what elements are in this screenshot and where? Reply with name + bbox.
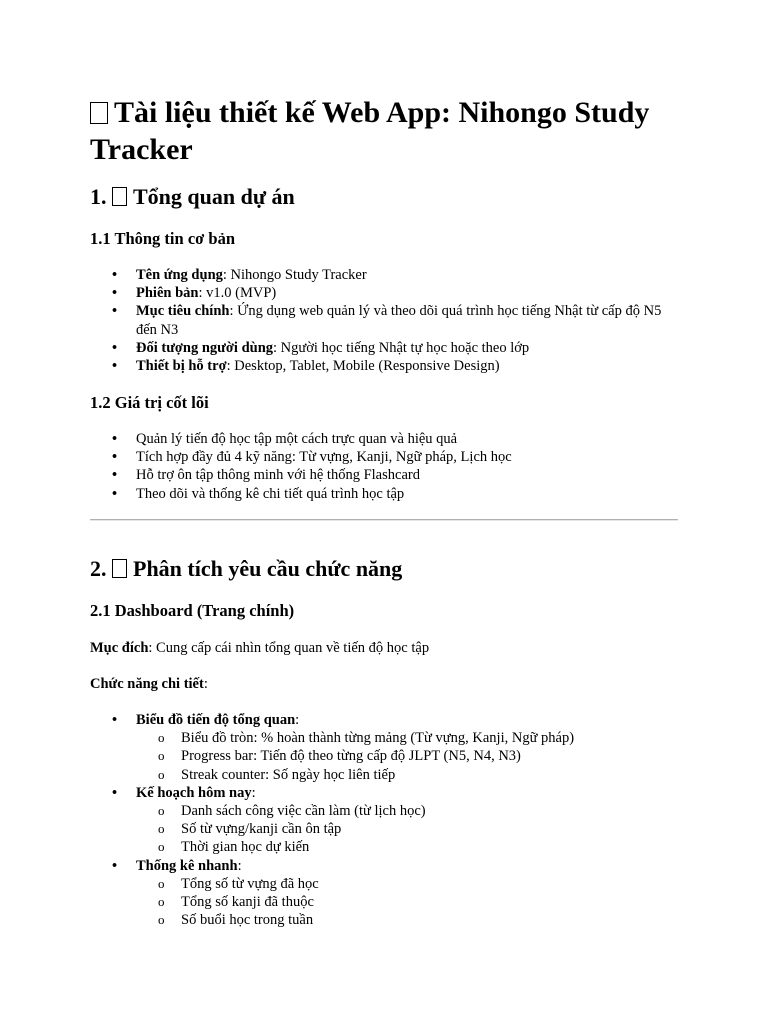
- item-value: : Nihongo Study Tracker: [222, 267, 367, 283]
- purpose-label: Mục đích: [90, 640, 149, 656]
- bullet: •: [112, 339, 118, 356]
- sub-item-text: Streak counter: Số ngày học liên tiếp: [181, 766, 396, 783]
- section-1-heading: [90, 183, 295, 211]
- bullet: •: [112, 449, 118, 466]
- sub-item-text: Danh sách công việc cần làm (từ lịch học): [181, 803, 426, 820]
- section-1-heading-text: Tổng quan dự án: [133, 184, 295, 209]
- list-item: [90, 302, 680, 338]
- sub-list-item: [136, 747, 680, 765]
- details-label: Chức năng chi tiết: [90, 676, 204, 692]
- bullet: •: [112, 267, 118, 283]
- item-value: : Desktop, Tablet, Mobile (Responsive Design): [226, 358, 500, 375]
- missing-glyph-icon: [112, 559, 127, 578]
- group-colon: :: [251, 784, 256, 801]
- sub-bullet: o: [158, 912, 165, 928]
- item-label: Tên ứng dụng: [136, 267, 223, 283]
- sub-list-item: [136, 875, 680, 893]
- basic-info-list: [90, 266, 680, 375]
- list-item: [90, 466, 680, 484]
- purpose-text: : Cung cấp cái nhìn tổng quan về tiến độ học tập: [148, 640, 430, 656]
- sub-item-text: Tổng số từ vựng đã học: [181, 875, 319, 892]
- details-colon: :: [203, 676, 208, 692]
- list-item: [90, 339, 680, 357]
- bullet: •: [112, 712, 118, 728]
- document-title: [90, 94, 680, 168]
- bullet: •: [112, 485, 118, 502]
- purpose-paragraph: [90, 639, 429, 657]
- sub-bullet: o: [158, 894, 165, 910]
- sub-list: [136, 729, 680, 784]
- sub-item-text: Progress bar: Tiến độ theo từng cấp độ JLPT (N5, N4, N3): [181, 748, 521, 765]
- section-2-number: 2.: [90, 556, 107, 581]
- item-text: Hỗ trợ ôn tập thông minh với hệ thống Flashcard: [136, 467, 420, 484]
- item-label: Mục tiêu chính: [136, 303, 230, 320]
- list-item: [90, 485, 680, 503]
- sub-bullet: o: [158, 821, 165, 837]
- sub-list-item: [136, 820, 680, 838]
- sub-item-text: Tổng số kanji đã thuộc: [181, 894, 314, 911]
- sub-item-text: Biểu đồ tròn: % hoàn thành từng mảng (Từ vựng, Kanji, Ngữ pháp): [181, 730, 575, 747]
- missing-glyph-icon: [112, 187, 127, 206]
- sub-list: [136, 802, 680, 857]
- bullet: •: [112, 857, 118, 874]
- list-item: [90, 357, 680, 375]
- section-2-heading: [90, 555, 402, 583]
- list-item: [90, 448, 680, 466]
- item-text: Tích hợp đầy đủ 4 kỹ năng: Từ vựng, Kanji, Ngữ pháp, Lịch học: [136, 449, 512, 466]
- group-label: Thống kê nhanh: [136, 857, 238, 874]
- list-item: [90, 430, 680, 448]
- sub-bullet: o: [158, 766, 165, 782]
- item-value: : Người học tiếng Nhật tự học hoặc theo lớp: [273, 339, 530, 356]
- document-title-text: Tài liệu thiết kế Web App: Nihongo Study Tracker: [90, 96, 650, 166]
- bullet: •: [112, 303, 118, 320]
- sub-item-text: Số buổi học trong tuần: [181, 912, 314, 929]
- dashboard-features-list: [90, 711, 680, 929]
- sub-list-item: [136, 729, 680, 747]
- group-colon: :: [295, 712, 300, 728]
- details-paragraph: [90, 675, 208, 693]
- sub-item-text: Số từ vựng/kanji cần ôn tập: [181, 821, 342, 838]
- subsection-2-1-heading: 2.1 Dashboard (Trang chính): [90, 601, 295, 620]
- list-item: [90, 266, 680, 284]
- sub-list-item: [136, 893, 680, 911]
- bullet: •: [112, 431, 118, 447]
- section-1-number: 1.: [90, 184, 107, 209]
- horizontal-divider: [90, 519, 678, 521]
- bullet: •: [112, 285, 118, 302]
- sub-list-item: [136, 802, 680, 820]
- list-item: [90, 711, 680, 784]
- sub-list-item: [136, 838, 680, 856]
- sub-bullet: o: [158, 839, 165, 855]
- sub-list-item: [136, 911, 680, 929]
- sub-bullet: o: [158, 730, 165, 746]
- sub-list: [136, 875, 680, 930]
- missing-glyph-icon: [90, 102, 108, 124]
- item-value: : v1.0 (MVP): [198, 285, 277, 302]
- item-label: Đối tượng người dùng: [136, 339, 274, 356]
- sub-list-item: [136, 766, 680, 784]
- bullet: •: [112, 784, 118, 801]
- bullet: •: [112, 467, 118, 484]
- sub-bullet: o: [158, 748, 165, 764]
- list-item: [90, 857, 680, 930]
- list-item: [90, 784, 680, 857]
- item-value: : Ứng dụng web quản lý và theo dõi quá trình học tiếng Nhật từ cấp độ N5 đến N3: [136, 303, 662, 338]
- sub-item-text: Thời gian học dự kiến: [181, 839, 310, 856]
- bullet: •: [112, 358, 118, 375]
- item-label: Thiết bị hỗ trợ: [136, 358, 227, 375]
- group-label: Biểu đồ tiến độ tổng quan: [136, 712, 296, 728]
- section-2-heading-text: Phân tích yêu cầu chức năng: [133, 556, 403, 581]
- subsection-1-1-heading: 1.1 Thông tin cơ bản: [90, 229, 236, 248]
- list-item: [90, 284, 680, 302]
- core-values-list: [90, 430, 680, 503]
- group-colon: :: [237, 857, 242, 874]
- item-text: Theo dõi và thống kê chi tiết quá trình học tập: [136, 485, 405, 502]
- group-label: Kế hoạch hôm nay: [136, 784, 252, 801]
- item-label: Phiên bản: [136, 285, 199, 302]
- subsection-1-2-heading: 1.2 Giá trị cốt lõi: [90, 393, 209, 412]
- item-text: Quản lý tiến độ học tập một cách trực quan và hiệu quả: [136, 431, 458, 447]
- sub-bullet: o: [158, 875, 165, 891]
- sub-bullet: o: [158, 803, 165, 819]
